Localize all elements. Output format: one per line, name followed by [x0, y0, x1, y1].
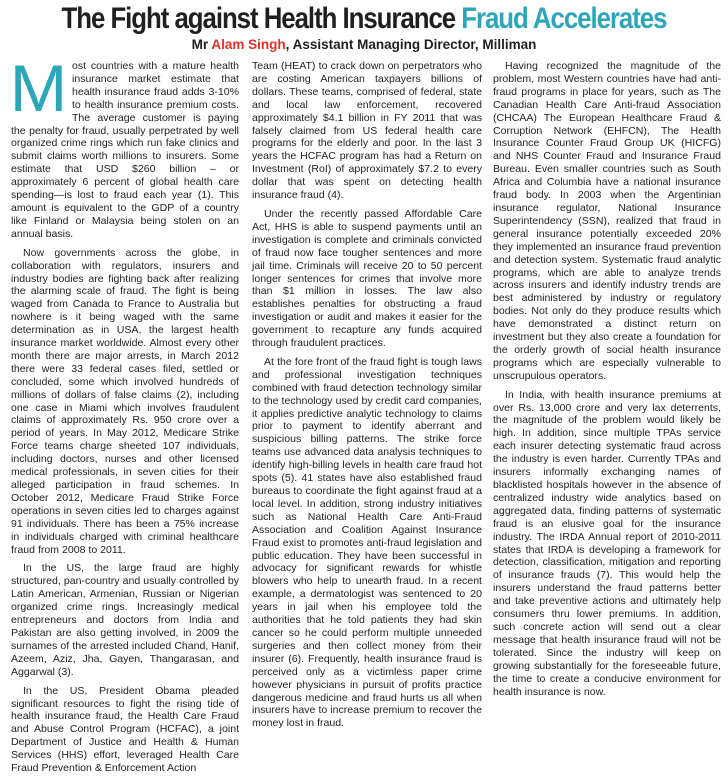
byline-prefix: Mr	[191, 37, 209, 52]
byline	[0, 36, 728, 54]
article-column-1	[9, 51, 239, 781]
paragraph: In India, with health insurance premiums at over Rs. 13,000 crore and very lax deterrents, the magnitude of the problem would likely be high. In addition, since multiple TPAs service each insurer detecting systematic fraud across the industry is even harder. Currently TPAs and insurers informally exchanging names of blacklisted hospitals however in the absence of centralized industry wide analytics based on aggregated data, finding patterns of systematic fraud is an elusive goal for the insurance industry. The IRDA Annual report of 2010-2011 states that IRDA is developing a framework for detection, classification, mitigation and reporting of insurance frauds (7). This would help the insurers understand the fraud patterns better and take preventive actions and ultimately help consumers thru lower premiums. In addition, such concrete action will send out a clear message that health insurance fraud will not be tolerated. Since the industry will keep on growing substantially for the foreseeable future, the time to create a conducive environment for health insurance is now.	[493, 388, 721, 698]
paragraph: Having recognized the magnitude of the problem, most Western countries have had anti-fraud programs in place for years, such as The Canadian Health Care Anti-fraud Association (CHCAA) The European Healthcare Fraud & Corruption Network (EHFCN), The Health Insurance Counter Fraud Group UK (HICFG) and NHS Counter Fraud and Insurance Fraud Bureau. Even smaller countries such as South Africa and Columbia have a national insurance fraud body. In 2003 when the Argentinian insurance regulator, National Insurance Superintendency (SSN), realized that fraud in general insurance potentially exceeded 20% they implemented an insurance fraud prevention and detection system. Systematic fraud analytic programs, which are able to analyze trends across insurers and identify industry trends are best administered by industry or regulatory bodies. Not only do they produce results which have demonstrated a distinct return on investment but they also create a foundation for the orderly growth of social health insurance programs which are especially vulnerable to unscrupulous operators.	[493, 60, 721, 382]
paragraph-text: ost countries with a mature health insurance market estimate that health insurance fraud adds 3-10% to health insurance premium costs. The average customer is paying the penalty for fraud, usually perpetrated by well organized crime rings which run fake clinics and submit claims worth millions to insurers. Some estimate that USD $260 billion – or approximately 6 percent of global health care spending—is lost to fraud each year (1). This amount is equivalent to the GDP of a country like Finland or Malaysia being stolen on an annual basis.	[11, 60, 239, 240]
headline	[51, 1, 677, 37]
article-column-2	[252, 60, 482, 736]
article-column-3	[493, 60, 721, 704]
headline-accent: Fraud Accelerates	[461, 2, 667, 35]
drop-cap: M	[9, 51, 68, 125]
paragraph: At the fore front of the fraud fight is tough laws and professional investigation techniques combined with fraud detection technology similar to the technology used by credit card companies, it applies predictive analytic technology to claims prior to payment to identify aberrant and suspicious billing patterns. The strike force teams use advanced data analysis techniques to identify high-billing levels in health care fraud hot spots (5). 41 states have also established fraud bureaus to coordinate the fight against fraud at a local level. In addition, strong industry initiatives such as National Health Care Anti-Fraud Association and Coalition Against Insurance Fraud exist to promotes anti-fraud legislation and public education. They have been successful in advocacy for significant rewards for whistle blowers who help to unearth fraud. In a recent example, a dermatologist was sentenced to 20 years in jail when his employee told the authorities that he told patients they had skin cancer so he could perform multiple unneeded surgeries and then collect money from their insurer (6). Frequently, health insurance fraud is perceived only as a victimless paper crime however physicians in pursuit of profits practice dangerous medicine and fraud hurts us all when insurers have to increase premium to recover the money lost in fraud.	[252, 355, 482, 730]
paragraph	[9, 51, 239, 241]
paragraph: In the US, President Obama pleaded significant resources to fight the rising tide of health insurance fraud, the Health Care Fraud and Abuse Control Program (HCFAC), a joint Department of Justice and Health & Human Services (HHS) effort, leveraged Health Care Fraud Prevention & Enforcement Action	[11, 684, 239, 775]
paragraph: Now governments across the globe, in collaboration with regulators, insurers and industry bodies are fighting back after realizing the alarming scale of fraud. The fight is being waged from Canada to France to Australia but nowhere is it being waged with the same determination as in USA, the largest health insurance market worldwide. Almost every other month there are major arrests, in March 2012 there were 33 federal cases filed, settled or concluded, some which involved hundreds of millions of dollars of false claims (2), including one case in Miami which involves fraudulent claims of approximately Rs. 950 crore over a period of years. In May 2012, Medicare Strike Force teams charge sheeted 107 individuals, including doctors, nurses and other licensed medical professionals, in seven cities for their alleged participation in fraud schemes. In October 2012, Medicare Fraud Strike Force operations in seven cities led to charges against 91 individuals. There has been a 75% increase in individuals charged with criminal healthcare fraud from 2008 to 2011.	[11, 246, 239, 556]
paragraph: Team (HEAT) to crack down on perpetrators who are costing American taxpayers billions of dollars. These teams, comprised of federal, state and local law enforcement, recovered approximately $4.1 billion in FY 2011 that was falsely claimed from US federal health care programs for the elderly and poor. In the last 3 years the HCFAC program has had a Return on Investment (RoI) of approximately $7.2 to every dollar that was spent on detecting health insurance fraud (4).	[252, 60, 482, 202]
headline-main: The Fight against Health Insurance	[61, 2, 456, 35]
author-name: Alam Singh	[211, 37, 286, 52]
author-title: , Assistant Managing Director, Milliman	[285, 37, 537, 52]
paragraph: Under the recently passed Affordable Care Act, HHS is able to suspend payments until an investigation is complete and criminals convicted of fraud now face tougher sentences and more jail time. Criminals will receive 20 to 50 percent longer sentences for crimes that involve more than $1 million in losses. The law also establishes penalties for obstructing a fraud investigation or audit and makes it easier for the government to recapture any funds acquired through fraudulent practices.	[252, 207, 482, 350]
paragraph: In the US, the large fraud are highly structured, pan-country and usually controlled by Latin American, Armenian, Russian or Nigerian organized crime rings. Increasingly medical entrepreneurs and doctors from India and Pakistan are also getting involved, in 2009 the surnames of the arrested included Chand, Hanif, Azeem, Aziz, Jha, Gayen, Thangarasan, and Aggarwal (3).	[11, 562, 239, 678]
